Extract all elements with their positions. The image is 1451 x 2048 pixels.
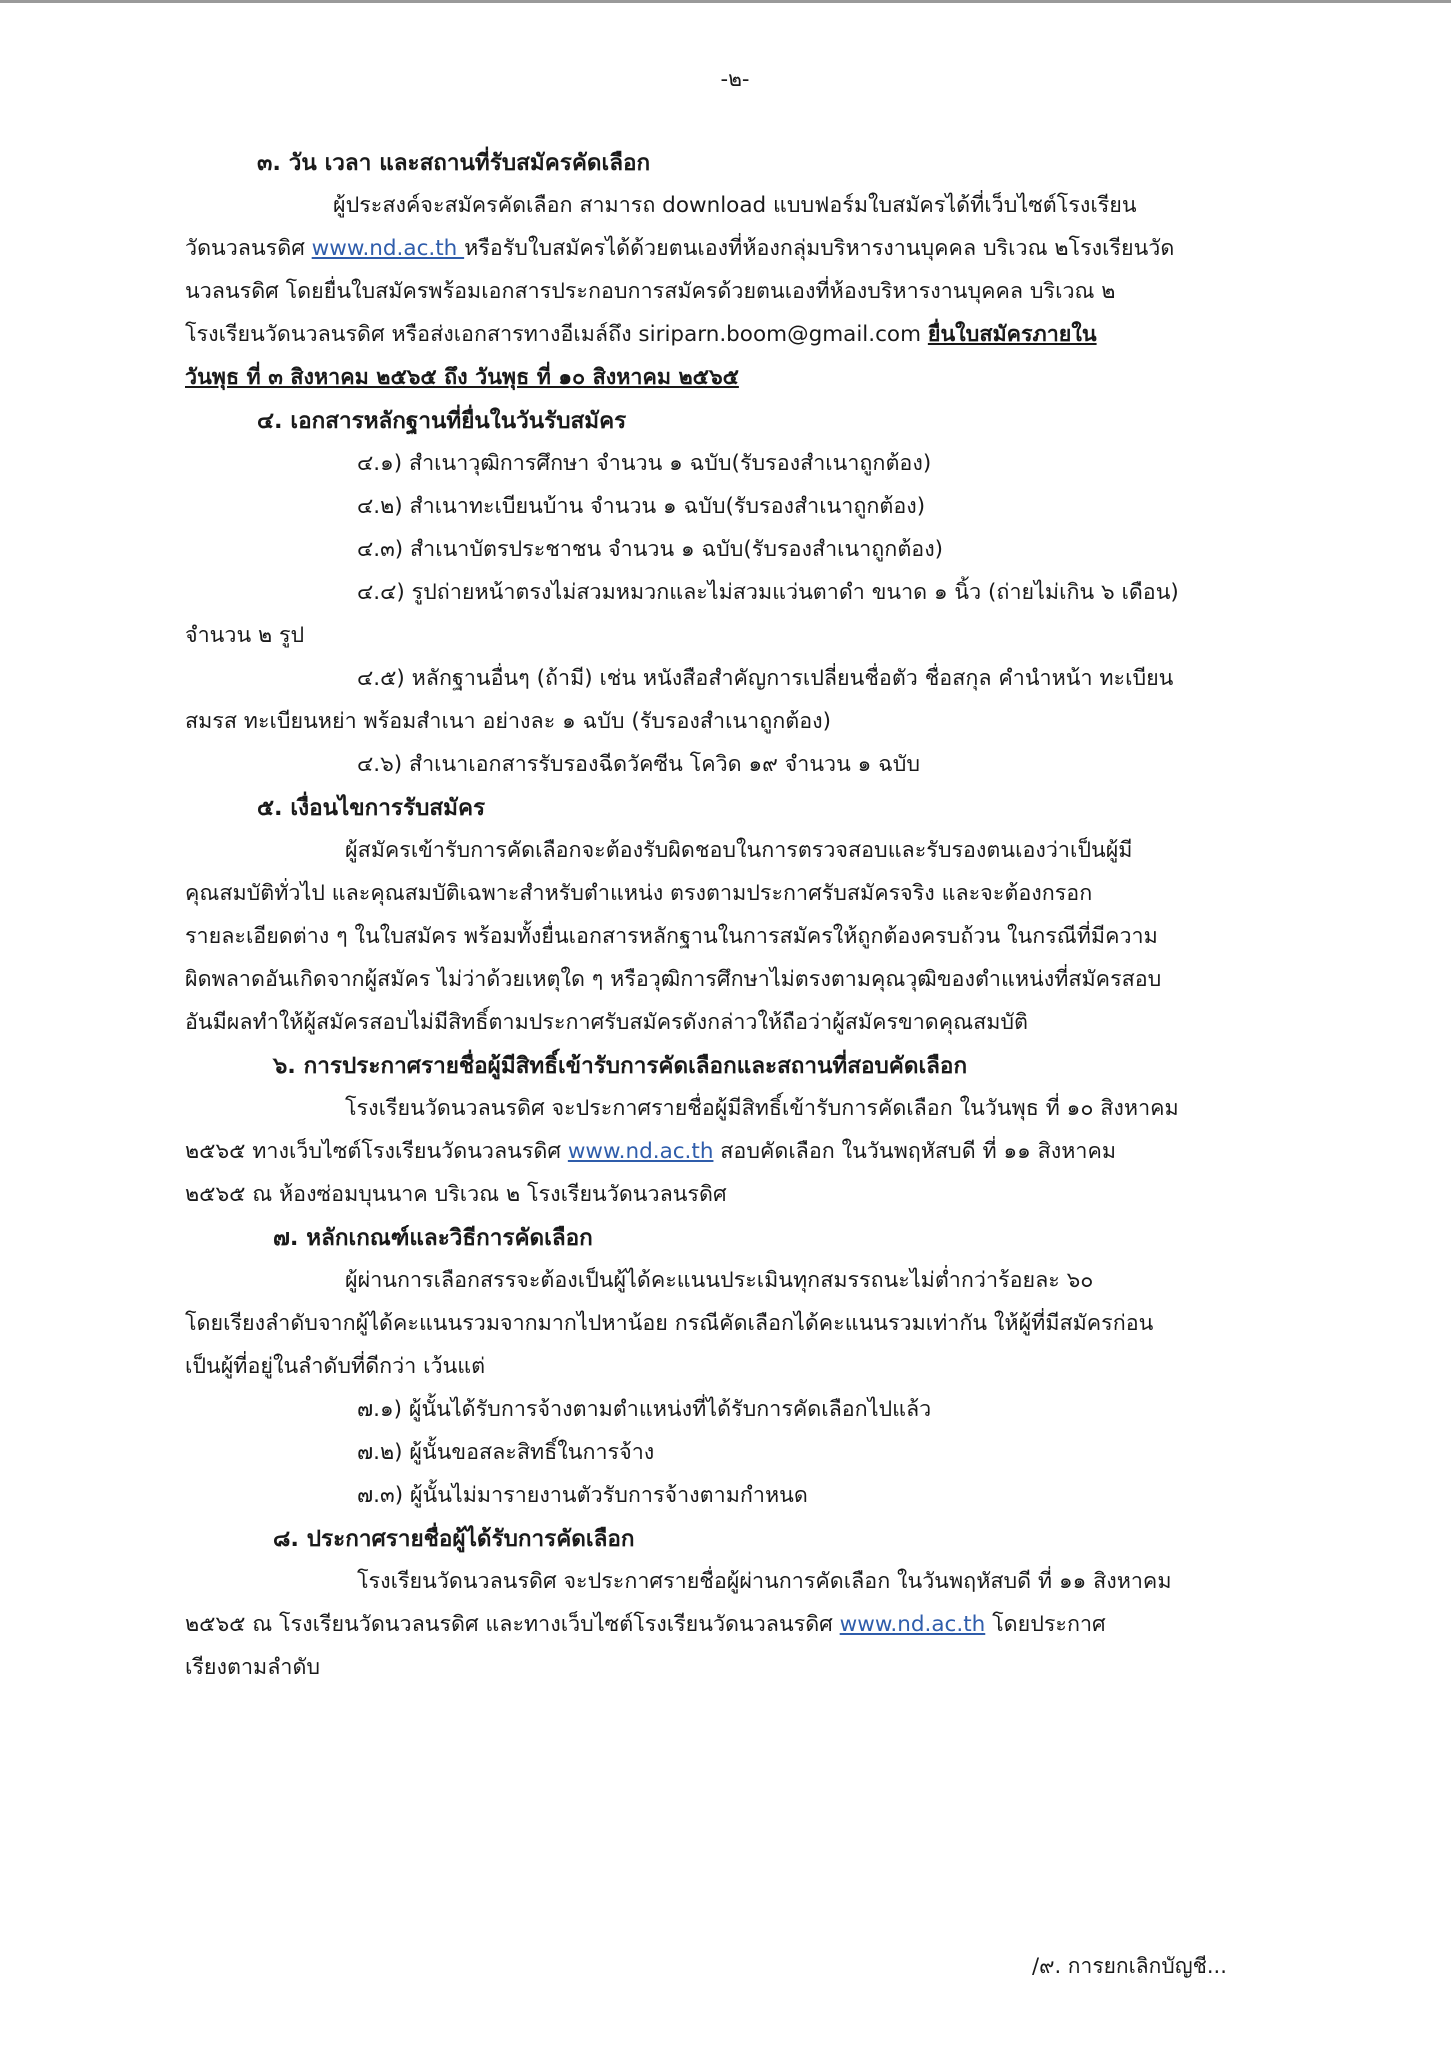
section-4-item-5: ๔.๕) หลักฐานอื่นๆ (ถ้ามี) เช่น หนังสือสำคัญการเปลี่ยนชื่อตัว ชื่อสกุล คำนำหน้า ทะเบียน: [357, 666, 1174, 691]
section-7-heading: ๗. หลักเกณฑ์และวิธีการคัดเลือก: [273, 1225, 593, 1251]
section-8-text: โดยประกาศ: [985, 1612, 1106, 1637]
section-6-text: สอบคัดเลือก ในวันพฤหัสบดี ที่ ๑๑ สิงหาคม: [713, 1139, 1117, 1164]
section-3-line-1: ผู้ประสงค์จะสมัครคัดเลือก สามารถ download แบบฟอร์มใบสมัครได้ที่เว็บไซต์โรงเรียน: [333, 193, 1137, 218]
section-3-dates: วันพุธ ที่ ๓ สิงหาคม ๒๕๖๕ ถึง วันพุธ ที่ ๑๐ สิงหาคม ๒๕๖๕: [185, 365, 739, 390]
section-4-item-2: ๔.๒) สำเนาทะเบียนบ้าน จำนวน ๑ ฉบับ(รับรองสำเนาถูกต้อง): [357, 494, 926, 519]
deadline-text: ยื่นใบสมัครภายใน: [927, 322, 1097, 347]
section-8-text: ๒๕๖๕ ณ โรงเรียนวัดนวลนรดิศ และทางเว็บไซต์โรงเรียนวัดนวลนรดิศ: [185, 1612, 840, 1637]
section-5-line-2: คุณสมบัติทั่วไป และคุณสมบัติเฉพาะสำหรับตำแหน่ง ตรงตามประกาศรับสมัครจริง และจะต้องกรอก: [185, 881, 1093, 906]
section-3-heading: ๓. วัน เวลา และสถานที่รับสมัครคัดเลือก: [257, 150, 651, 176]
page-number: -๒-: [720, 67, 750, 91]
section-8-heading: ๘. ประกาศรายชื่อผู้ได้รับการคัดเลือก: [273, 1526, 635, 1552]
section-3-text: วัดนวลนรดิศ: [185, 236, 312, 261]
section-3-line-3: นวลนรดิศ โดยยื่นใบสมัครพร้อมเอกสารประกอบการสมัครด้วยตนเองที่ห้องบริหารงานบุคคล บริเวณ ๒: [185, 279, 1116, 304]
school-website-link[interactable]: www.nd.ac.th: [311, 236, 465, 261]
section-7-item-2: ๗.๒) ผู้นั้นขอสละสิทธิ์ในการจ้าง: [357, 1440, 655, 1465]
school-website-link[interactable]: www.nd.ac.th: [839, 1612, 986, 1637]
section-8-line-3: เรียงตามลำดับ: [185, 1655, 321, 1680]
section-4-item-3: ๔.๓) สำเนาบัตรประชาชน จำนวน ๑ ฉบับ(รับรองสำเนาถูกต้อง): [357, 537, 944, 562]
section-5-heading: ๕. เงื่อนไขการรับสมัคร: [257, 795, 486, 821]
section-7-line-2: โดยเรียงลำดับจากผู้ได้คะแนนรวมจากมากไปหาน้อย กรณีคัดเลือกได้คะแนนรวมเท่ากัน ให้ผู้ที่มีสมัครก่อน: [185, 1311, 1154, 1336]
section-6-line-3: ๒๕๖๕ ณ ห้องซ่อมบุนนาค บริเวณ ๒ โรงเรียนวัดนวลนรดิศ: [185, 1182, 727, 1207]
section-7-line-1: ผู้ผ่านการเลือกสรรจะต้องเป็นผู้ได้คะแนนประเมินทุกสมรรถนะไม่ต่ำกว่าร้อยละ ๖๐: [345, 1268, 1094, 1293]
section-3-line-4: [185, 314, 1097, 356]
section-4-item-4-cont: จำนวน ๒ รูป: [185, 623, 305, 648]
section-5-line-5: อันมีผลทำให้ผู้สมัครสอบไม่มีสิทธิ์ตามประกาศรับสมัครดังกล่าวให้ถือว่าผู้สมัครขาดคุณสมบัติ: [185, 1010, 1028, 1035]
section-6-heading: ๖. การประกาศรายชื่อผู้มีสิทธิ์เข้ารับการคัดเลือกและสถานที่สอบคัดเลือก: [273, 1053, 968, 1079]
section-5-line-4: ผิดพลาดอันเกิดจากผู้สมัคร ไม่ว่าด้วยเหตุใด ๆ หรือวุฒิการศึกษาไม่ตรงตามคุณวุฒิของตำแหน่งที่สมัครสอบ: [185, 967, 1162, 992]
section-3-text: หรือรับใบสมัครได้ด้วยตนเองที่ห้องกลุ่มบริหารงานบุคคล บริเวณ ๒โรงเรียนวัด: [464, 236, 1175, 261]
section-7-item-1: ๗.๑) ผู้นั้นได้รับการจ้างตามตำแหน่งที่ได้รับการคัดเลือกไปแล้ว: [357, 1397, 932, 1422]
school-website-link[interactable]: www.nd.ac.th: [567, 1139, 714, 1164]
section-3-line-2: [185, 228, 1174, 270]
section-4-item-4: ๔.๔) รูปถ่ายหน้าตรงไม่สวมหมวกและไม่สวมแว่นตาดำ ขนาด ๑ นิ้ว (ถ่ายไม่เกิน ๖ เดือน): [357, 580, 1179, 605]
section-3-text: โรงเรียนวัดนวลนรดิศ หรือส่งเอกสารทางอีเมล์ถึง siriparn.boom@gmail.com: [185, 322, 928, 347]
section-6-line-2: [185, 1131, 1116, 1173]
section-7-item-3: ๗.๓) ผู้นั้นไม่มารายงานตัวรับการจ้างตามกำหนด: [357, 1483, 808, 1508]
section-7-line-3: เป็นผู้ที่อยู่ในลำดับที่ดีกว่า เว้นแต่: [185, 1354, 486, 1379]
section-6-text: ๒๕๖๕ ทางเว็บไซต์โรงเรียนวัดนวลนรดิศ: [185, 1139, 568, 1164]
section-5-line-3: รายละเอียดต่าง ๆ ในใบสมัคร พร้อมทั้งยื่นเอกสารหลักฐานในการสมัครให้ถูกต้องครบถ้วน ในกรณีที่มีความ: [185, 924, 1158, 949]
section-5-line-1: ผู้สมัครเข้ารับการคัดเลือกจะต้องรับผิดชอบในการตรวจสอบและรับรองตนเองว่าเป็นผู้มี: [345, 838, 1133, 863]
section-6-line-1: โรงเรียนวัดนวลนรดิศ จะประกาศรายชื่อผู้มีสิทธิ์เข้ารับการคัดเลือก ในวันพุธ ที่ ๑๐ สิงหาคม: [345, 1096, 1179, 1121]
section-4-item-6: ๔.๖) สำเนาเอกสารรับรองฉีดวัคซีน โควิด ๑๙ จำนวน ๑ ฉบับ: [357, 752, 921, 777]
top-border-line: [0, 0, 1451, 3]
section-4-item-5-cont: สมรส ทะเบียนหย่า พร้อมสำเนา อย่างละ ๑ ฉบับ (รับรองสำเนาถูกต้อง): [185, 709, 831, 734]
section-4-heading: ๔. เอกสารหลักฐานที่ยื่นในวันรับสมัคร: [257, 408, 627, 434]
section-8-line-2: [185, 1604, 1106, 1646]
section-4-item-1: ๔.๑) สำเนาวุฒิการศึกษา จำนวน ๑ ฉบับ(รับรองสำเนาถูกต้อง): [357, 451, 932, 476]
continuation-note: /๙. การยกเลิกบัญชี...: [1032, 1954, 1227, 1978]
section-8-line-1: โรงเรียนวัดนวลนรดิศ จะประกาศรายชื่อผู้ผ่านการคัดเลือก ในวันพฤหัสบดี ที่ ๑๑ สิงหาคม: [357, 1569, 1172, 1594]
